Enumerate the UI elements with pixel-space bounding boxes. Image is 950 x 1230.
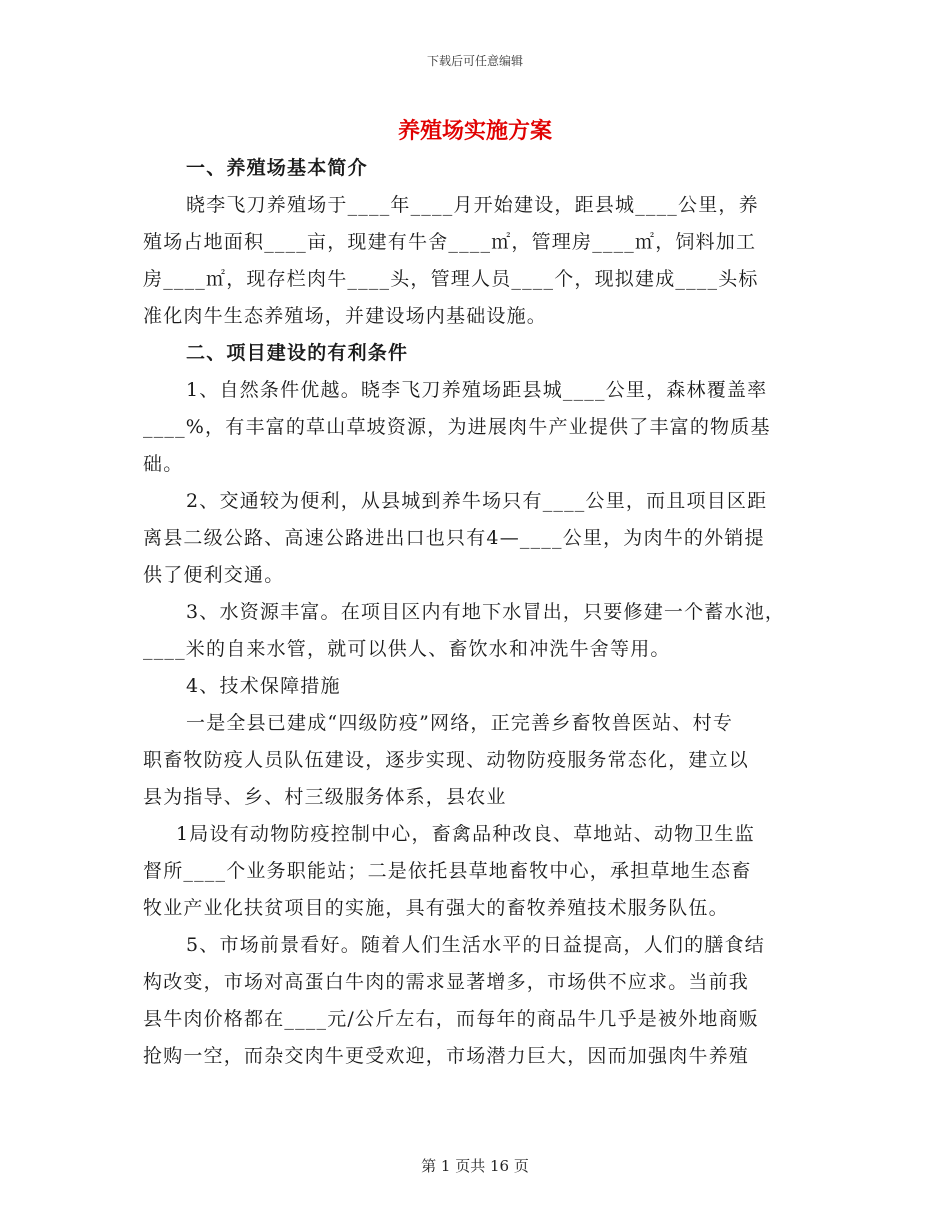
body-line: 牧业产业化扶贫项目的实施，具有强大的畜牧养殖技术服务队伍。: [143, 897, 729, 919]
body-line: 职畜牧防疫人员队伍建设，逐步实现、动物防疫服务常态化，建立以: [143, 749, 750, 771]
body-line: 县牛肉价格都在____元/公斤左右，而每年的商品牛几乎是被外地商贩: [143, 1008, 760, 1030]
body-line: ____米的自来水管，就可以供人、畜饮水和冲洗牛舍等用。: [143, 638, 671, 660]
body-line: 4、技术保障措施: [186, 675, 341, 697]
body-line: 抢购一空，而杂交肉牛更受欢迎，市场潜力巨大，因而加强肉牛养殖: [143, 1045, 750, 1067]
page-footer: 第 1 页共 16 页: [421, 1157, 529, 1175]
body-line: 供了便利交通。: [143, 564, 285, 586]
section-heading: 二、项目建设的有利条件: [186, 342, 409, 364]
body-line: 3、水资源丰富。在项目区内有地下水冒出，只要修建一个蓄水池，: [186, 601, 786, 623]
body-line: 房____㎡，现存栏肉牛____头，管理人员____个，现拟建成____头标: [143, 268, 759, 290]
body-line: 5、市场前景看好。随着人们生活水平的日益提高，人们的膳食结: [186, 934, 765, 956]
header-note: 下载后可任意编辑: [426, 54, 523, 68]
body-line: 晓李飞刀养殖场于____年____月开始建设，距县城____公里，养: [186, 194, 759, 216]
body-line: 础。: [143, 453, 184, 475]
body-line: ____%，有丰富的草山草坡资源，为进展肉牛产业提供了丰富的物质基: [143, 416, 771, 438]
body-line: 准化肉牛生态养殖场，并建设场内基础设施。: [143, 305, 548, 327]
document-body: [143, 150, 823, 1075]
body-line: 县为指导、乡、村三级服务体系，县农业: [143, 786, 507, 808]
body-line: 构改变，市场对高蛋白牛肉的需求显著增多，市场供不应求。当前我: [143, 971, 750, 993]
body-line: 2、交通较为便利，从县城到养牛场只有____公里，而且项目区距: [186, 490, 768, 512]
section-heading: 一、养殖场基本简介: [186, 157, 368, 179]
body-line: 1局设有动物防疫控制中心，畜禽品种改良、草地站、动物卫生监: [176, 823, 755, 845]
body-line: 督所____个业务职能站；二是依托县草地畜牧中心，承担草地生态畜: [143, 860, 752, 882]
body-line: 一是全县已建成“四级防疫”网络，正完善乡畜牧兽医站、村专: [186, 712, 734, 734]
body-line: 1、自然条件优越。晓李飞刀养殖场距县城____公里，森林覆盖率: [186, 379, 768, 401]
document-title: 养殖场实施方案: [397, 118, 552, 144]
body-line: 离县二级公路、高速公路进出口也只有4—____公里，为肉牛的外销提: [143, 527, 765, 549]
body-line: 殖场占地面积____亩，现建有牛舍____㎡，管理房____㎡，饲料加工: [143, 231, 757, 253]
